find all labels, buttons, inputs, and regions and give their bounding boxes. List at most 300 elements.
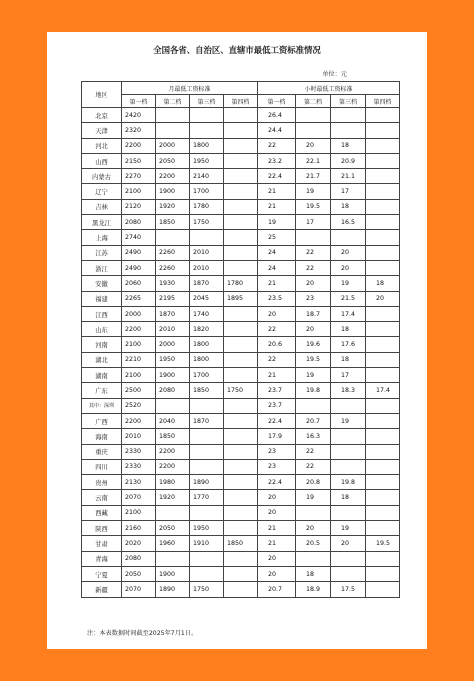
monthly-tier-2-cell: 2040 xyxy=(156,413,190,428)
table-row xyxy=(82,475,400,490)
monthly-tier-4-cell xyxy=(224,551,258,566)
footnote: 注：本表数据时间截至2025年7月1日。 xyxy=(87,630,198,637)
monthly-tier-2-cell: 1980 xyxy=(156,475,190,490)
hourly-tier-1-cell: 19 xyxy=(258,215,296,230)
hourly-tier-3-cell: 19 xyxy=(331,276,366,291)
monthly-tier-1-cell: 2200 xyxy=(122,413,156,428)
region-cell: 河南 xyxy=(82,337,122,352)
hourly-tier-4-cell xyxy=(366,123,400,138)
monthly-tier-4-cell xyxy=(224,169,258,184)
monthly-tier-1-cell: 2520 xyxy=(122,398,156,413)
monthly-tier-1-cell: 2060 xyxy=(122,276,156,291)
monthly-tier-1-cell: 2070 xyxy=(122,582,156,597)
region-cell: 北京 xyxy=(82,108,122,123)
hourly-tier-3-cell: 18 xyxy=(331,138,366,153)
monthly-tier-2-cell: 2050 xyxy=(156,153,190,168)
hourly-tier-1-cell: 23.2 xyxy=(258,153,296,168)
monthly-tier-4-cell xyxy=(224,505,258,520)
monthly-tier-3-cell xyxy=(190,123,224,138)
table-row xyxy=(82,352,400,367)
table-row xyxy=(82,291,400,306)
table-row xyxy=(82,536,400,551)
region-cell: 青海 xyxy=(82,551,122,566)
monthly-tier-1-cell: 2100 xyxy=(122,368,156,383)
hourly-tier-4-cell: 20 xyxy=(366,291,400,306)
hourly-tier-1-cell: 23 xyxy=(258,444,296,459)
region-cell: 重庆 xyxy=(82,444,122,459)
hourly-tier-2-cell: 18.9 xyxy=(296,582,331,597)
hourly-tier-1-cell: 22 xyxy=(258,352,296,367)
monthly-tier-3-cell: 1910 xyxy=(190,536,224,551)
header-monthly: 月最低工资标准 xyxy=(122,82,258,95)
monthly-tier-3-cell: 1950 xyxy=(190,521,224,536)
hourly-tier-1-cell: 22 xyxy=(258,138,296,153)
header-hourly-tier-4: 第四档 xyxy=(366,95,400,108)
unit-label: 单位：元 xyxy=(322,71,347,78)
monthly-tier-4-cell xyxy=(224,245,258,260)
region-cell: 宁夏 xyxy=(82,566,122,581)
table-row xyxy=(82,123,400,138)
hourly-tier-3-cell: 21.5 xyxy=(331,291,366,306)
monthly-tier-4-cell xyxy=(224,429,258,444)
hourly-tier-3-cell xyxy=(331,429,366,444)
hourly-tier-3-cell: 17 xyxy=(331,184,366,199)
hourly-tier-3-cell: 17.5 xyxy=(331,582,366,597)
hourly-tier-1-cell: 22 xyxy=(258,322,296,337)
region-cell: 湖北 xyxy=(82,352,122,367)
hourly-tier-4-cell xyxy=(366,260,400,275)
monthly-tier-2-cell: 2080 xyxy=(156,383,190,398)
monthly-tier-1-cell: 2130 xyxy=(122,475,156,490)
hourly-tier-4-cell xyxy=(366,215,400,230)
monthly-tier-1-cell: 2010 xyxy=(122,429,156,444)
table-row xyxy=(82,184,400,199)
region-cell: 四川 xyxy=(82,459,122,474)
monthly-tier-2-cell xyxy=(156,108,190,123)
region-cell: 海南 xyxy=(82,429,122,444)
region-cell: 广东 xyxy=(82,383,122,398)
monthly-tier-2-cell: 1960 xyxy=(156,536,190,551)
hourly-tier-4-cell xyxy=(366,429,400,444)
hourly-tier-2-cell xyxy=(296,108,331,123)
monthly-tier-3-cell: 1850 xyxy=(190,383,224,398)
region-cell: 安徽 xyxy=(82,276,122,291)
monthly-tier-2-cell: 2260 xyxy=(156,245,190,260)
monthly-tier-2-cell xyxy=(156,398,190,413)
hourly-tier-4-cell xyxy=(366,413,400,428)
table-row xyxy=(82,322,400,337)
hourly-tier-1-cell: 21 xyxy=(258,368,296,383)
hourly-tier-4-cell xyxy=(366,153,400,168)
hourly-tier-2-cell: 22.1 xyxy=(296,153,331,168)
hourly-tier-1-cell: 21 xyxy=(258,184,296,199)
hourly-tier-3-cell: 18 xyxy=(331,490,366,505)
hourly-tier-4-cell xyxy=(366,138,400,153)
hourly-tier-4-cell: 19.5 xyxy=(366,536,400,551)
monthly-tier-2-cell: 2260 xyxy=(156,260,190,275)
hourly-tier-1-cell: 24.4 xyxy=(258,123,296,138)
hourly-tier-1-cell: 21 xyxy=(258,199,296,214)
hourly-tier-4-cell xyxy=(366,169,400,184)
hourly-tier-1-cell: 23.7 xyxy=(258,383,296,398)
hourly-tier-2-cell: 20 xyxy=(296,276,331,291)
table-row xyxy=(82,199,400,214)
monthly-tier-3-cell: 1820 xyxy=(190,322,224,337)
hourly-tier-3-cell: 19 xyxy=(331,413,366,428)
header-hourly-tier-3: 第三档 xyxy=(331,95,366,108)
hourly-tier-4-cell xyxy=(366,184,400,199)
hourly-tier-4-cell xyxy=(366,582,400,597)
monthly-tier-4-cell xyxy=(224,123,258,138)
monthly-tier-2-cell: 2195 xyxy=(156,291,190,306)
hourly-tier-1-cell: 21 xyxy=(258,521,296,536)
hourly-tier-2-cell: 19.5 xyxy=(296,352,331,367)
hourly-tier-2-cell xyxy=(296,551,331,566)
monthly-tier-3-cell: 1780 xyxy=(190,199,224,214)
monthly-tier-4-cell xyxy=(224,352,258,367)
hourly-tier-1-cell: 20 xyxy=(258,490,296,505)
hourly-tier-2-cell: 20.8 xyxy=(296,475,331,490)
monthly-tier-1-cell: 2200 xyxy=(122,322,156,337)
hourly-tier-1-cell: 23.7 xyxy=(258,398,296,413)
hourly-tier-3-cell: 17 xyxy=(331,368,366,383)
table-row xyxy=(82,582,400,597)
region-cell: 福建 xyxy=(82,291,122,306)
hourly-tier-2-cell: 20 xyxy=(296,138,331,153)
hourly-tier-2-cell: 18 xyxy=(296,566,331,581)
monthly-tier-1-cell: 2050 xyxy=(122,566,156,581)
hourly-tier-2-cell: 19.5 xyxy=(296,199,331,214)
table-row xyxy=(82,566,400,581)
table-row xyxy=(82,169,400,184)
hourly-tier-3-cell xyxy=(331,444,366,459)
monthly-tier-2-cell xyxy=(156,230,190,245)
region-cell: 陕西 xyxy=(82,521,122,536)
hourly-tier-2-cell: 19 xyxy=(296,368,331,383)
monthly-tier-2-cell: 2050 xyxy=(156,521,190,536)
hourly-tier-3-cell: 20 xyxy=(331,245,366,260)
monthly-tier-2-cell: 1920 xyxy=(156,490,190,505)
hourly-tier-1-cell: 24 xyxy=(258,245,296,260)
hourly-tier-1-cell: 23.5 xyxy=(258,291,296,306)
region-cell: 黑龙江 xyxy=(82,215,122,230)
region-cell: 浙江 xyxy=(82,260,122,275)
monthly-tier-4-cell xyxy=(224,459,258,474)
monthly-tier-2-cell: 2000 xyxy=(156,138,190,153)
monthly-tier-1-cell: 2100 xyxy=(122,505,156,520)
hourly-tier-3-cell xyxy=(331,459,366,474)
hourly-tier-3-cell: 19.8 xyxy=(331,475,366,490)
hourly-tier-3-cell: 18 xyxy=(331,199,366,214)
hourly-tier-3-cell xyxy=(331,505,366,520)
monthly-tier-3-cell xyxy=(190,566,224,581)
table-row xyxy=(82,337,400,352)
monthly-tier-4-cell xyxy=(224,306,258,321)
table-row xyxy=(82,230,400,245)
monthly-tier-4-cell xyxy=(224,260,258,275)
monthly-tier-4-cell: 1850 xyxy=(224,536,258,551)
hourly-tier-3-cell: 18 xyxy=(331,322,366,337)
table-row xyxy=(82,490,400,505)
monthly-tier-3-cell: 1800 xyxy=(190,138,224,153)
hourly-tier-1-cell: 26.4 xyxy=(258,108,296,123)
monthly-tier-1-cell: 2020 xyxy=(122,536,156,551)
monthly-tier-1-cell: 2330 xyxy=(122,459,156,474)
region-cell: 上海 xyxy=(82,230,122,245)
monthly-tier-4-cell xyxy=(224,521,258,536)
table-row xyxy=(82,276,400,291)
table-row xyxy=(82,521,400,536)
hourly-tier-4-cell xyxy=(366,108,400,123)
monthly-tier-2-cell: 1930 xyxy=(156,276,190,291)
monthly-tier-4-cell xyxy=(224,184,258,199)
hourly-tier-4-cell xyxy=(366,245,400,260)
hourly-tier-2-cell: 19 xyxy=(296,184,331,199)
table-row xyxy=(82,398,400,413)
monthly-tier-1-cell: 2490 xyxy=(122,245,156,260)
hourly-tier-3-cell: 19 xyxy=(331,521,366,536)
monthly-tier-2-cell: 2200 xyxy=(156,169,190,184)
hourly-tier-1-cell: 21 xyxy=(258,276,296,291)
hourly-tier-4-cell xyxy=(366,490,400,505)
hourly-tier-3-cell xyxy=(331,551,366,566)
monthly-tier-1-cell: 2150 xyxy=(122,153,156,168)
document-page xyxy=(47,32,427,649)
hourly-tier-1-cell: 22.4 xyxy=(258,475,296,490)
hourly-tier-2-cell xyxy=(296,123,331,138)
hourly-tier-1-cell: 20 xyxy=(258,551,296,566)
hourly-tier-4-cell xyxy=(366,230,400,245)
region-cell: 其中：深圳 xyxy=(82,398,122,413)
hourly-tier-2-cell: 18.7 xyxy=(296,306,331,321)
region-cell: 内蒙古 xyxy=(82,169,122,184)
hourly-tier-4-cell: 18 xyxy=(366,276,400,291)
monthly-tier-1-cell: 2210 xyxy=(122,352,156,367)
header-hourly-tier-1: 第一档 xyxy=(258,95,296,108)
monthly-tier-2-cell xyxy=(156,505,190,520)
monthly-tier-1-cell: 2120 xyxy=(122,199,156,214)
hourly-tier-2-cell xyxy=(296,505,331,520)
hourly-tier-2-cell xyxy=(296,398,331,413)
hourly-tier-4-cell xyxy=(366,566,400,581)
monthly-tier-2-cell: 1900 xyxy=(156,566,190,581)
hourly-tier-1-cell: 20.6 xyxy=(258,337,296,352)
monthly-tier-4-cell xyxy=(224,322,258,337)
monthly-tier-3-cell: 1700 xyxy=(190,368,224,383)
hourly-tier-4-cell xyxy=(366,521,400,536)
monthly-tier-1-cell: 2200 xyxy=(122,138,156,153)
monthly-tier-4-cell xyxy=(224,398,258,413)
hourly-tier-2-cell xyxy=(296,230,331,245)
table-row xyxy=(82,260,400,275)
monthly-tier-2-cell: 2010 xyxy=(156,322,190,337)
hourly-tier-4-cell xyxy=(366,199,400,214)
monthly-tier-3-cell xyxy=(190,444,224,459)
monthly-tier-3-cell: 2045 xyxy=(190,291,224,306)
hourly-tier-2-cell: 21.7 xyxy=(296,169,331,184)
monthly-tier-3-cell xyxy=(190,505,224,520)
hourly-tier-3-cell: 20 xyxy=(331,536,366,551)
table-row xyxy=(82,306,400,321)
header-monthly-tier-3: 第三档 xyxy=(190,95,224,108)
region-cell: 山东 xyxy=(82,322,122,337)
monthly-tier-4-cell xyxy=(224,582,258,597)
hourly-tier-3-cell: 20 xyxy=(331,260,366,275)
hourly-tier-4-cell xyxy=(366,352,400,367)
header-monthly-tier-1: 第一档 xyxy=(122,95,156,108)
hourly-tier-2-cell: 20 xyxy=(296,322,331,337)
monthly-tier-2-cell: 1900 xyxy=(156,368,190,383)
monthly-tier-1-cell: 2080 xyxy=(122,215,156,230)
monthly-tier-4-cell xyxy=(224,138,258,153)
region-cell: 辽宁 xyxy=(82,184,122,199)
monthly-tier-4-cell: 1780 xyxy=(224,276,258,291)
region-cell: 云南 xyxy=(82,490,122,505)
hourly-tier-1-cell: 17.9 xyxy=(258,429,296,444)
table-row xyxy=(82,429,400,444)
header-region: 地区 xyxy=(82,82,122,108)
region-cell: 吉林 xyxy=(82,199,122,214)
hourly-tier-1-cell: 22.4 xyxy=(258,169,296,184)
table-row xyxy=(82,444,400,459)
min-wage-table xyxy=(81,81,400,598)
hourly-tier-3-cell: 17.6 xyxy=(331,337,366,352)
monthly-tier-3-cell: 2140 xyxy=(190,169,224,184)
monthly-tier-3-cell xyxy=(190,398,224,413)
monthly-tier-3-cell: 1750 xyxy=(190,215,224,230)
hourly-tier-3-cell xyxy=(331,566,366,581)
hourly-tier-4-cell: 17.4 xyxy=(366,383,400,398)
monthly-tier-1-cell: 2740 xyxy=(122,230,156,245)
monthly-tier-1-cell: 2265 xyxy=(122,291,156,306)
hourly-tier-3-cell: 18.3 xyxy=(331,383,366,398)
hourly-tier-2-cell: 20.5 xyxy=(296,536,331,551)
monthly-tier-4-cell xyxy=(224,475,258,490)
region-cell: 江西 xyxy=(82,306,122,321)
monthly-tier-2-cell: 1890 xyxy=(156,582,190,597)
monthly-tier-3-cell: 1800 xyxy=(190,337,224,352)
hourly-tier-3-cell: 21.1 xyxy=(331,169,366,184)
hourly-tier-2-cell: 16.3 xyxy=(296,429,331,444)
hourly-tier-1-cell: 22.4 xyxy=(258,413,296,428)
table-row xyxy=(82,245,400,260)
hourly-tier-2-cell: 19.6 xyxy=(296,337,331,352)
hourly-tier-2-cell: 22 xyxy=(296,444,331,459)
hourly-tier-2-cell: 17 xyxy=(296,215,331,230)
monthly-tier-2-cell: 1870 xyxy=(156,306,190,321)
table-row xyxy=(82,505,400,520)
region-cell: 贵州 xyxy=(82,475,122,490)
region-cell: 湖南 xyxy=(82,368,122,383)
monthly-tier-3-cell: 1870 xyxy=(190,413,224,428)
table-row xyxy=(82,108,400,123)
monthly-tier-3-cell xyxy=(190,551,224,566)
monthly-tier-4-cell xyxy=(224,230,258,245)
monthly-tier-2-cell: 1850 xyxy=(156,215,190,230)
hourly-tier-2-cell: 20.7 xyxy=(296,413,331,428)
hourly-tier-4-cell xyxy=(366,505,400,520)
region-cell: 甘肃 xyxy=(82,536,122,551)
table-row xyxy=(82,551,400,566)
hourly-tier-1-cell: 20 xyxy=(258,505,296,520)
hourly-tier-4-cell xyxy=(366,368,400,383)
monthly-tier-4-cell xyxy=(224,199,258,214)
header-hourly: 小时最低工资标准 xyxy=(258,82,400,95)
table-row xyxy=(82,215,400,230)
hourly-tier-4-cell xyxy=(366,475,400,490)
monthly-tier-2-cell: 1950 xyxy=(156,352,190,367)
table-row xyxy=(82,383,400,398)
monthly-tier-3-cell: 1740 xyxy=(190,306,224,321)
hourly-tier-3-cell xyxy=(331,108,366,123)
monthly-tier-2-cell xyxy=(156,123,190,138)
monthly-tier-4-cell xyxy=(224,108,258,123)
monthly-tier-1-cell: 2270 xyxy=(122,169,156,184)
hourly-tier-3-cell xyxy=(331,230,366,245)
header-hourly-tier-2: 第二档 xyxy=(296,95,331,108)
hourly-tier-4-cell xyxy=(366,398,400,413)
table-row xyxy=(82,368,400,383)
hourly-tier-1-cell: 20.7 xyxy=(258,582,296,597)
region-cell: 广西 xyxy=(82,413,122,428)
monthly-tier-1-cell: 2420 xyxy=(122,108,156,123)
hourly-tier-2-cell: 22 xyxy=(296,459,331,474)
hourly-tier-3-cell: 17.4 xyxy=(331,306,366,321)
monthly-tier-4-cell xyxy=(224,153,258,168)
table-row xyxy=(82,413,400,428)
monthly-tier-1-cell: 2500 xyxy=(122,383,156,398)
monthly-tier-3-cell: 2010 xyxy=(190,260,224,275)
table-row xyxy=(82,459,400,474)
hourly-tier-1-cell: 23 xyxy=(258,459,296,474)
monthly-tier-3-cell xyxy=(190,230,224,245)
monthly-tier-4-cell: 1895 xyxy=(224,291,258,306)
hourly-tier-4-cell xyxy=(366,459,400,474)
monthly-tier-1-cell: 2000 xyxy=(122,306,156,321)
monthly-tier-4-cell xyxy=(224,337,258,352)
monthly-tier-2-cell: 1900 xyxy=(156,184,190,199)
monthly-tier-3-cell: 1870 xyxy=(190,276,224,291)
monthly-tier-4-cell xyxy=(224,368,258,383)
monthly-tier-3-cell: 1800 xyxy=(190,352,224,367)
region-cell: 天津 xyxy=(82,123,122,138)
hourly-tier-3-cell: 20.9 xyxy=(331,153,366,168)
monthly-tier-4-cell xyxy=(224,490,258,505)
monthly-tier-1-cell: 2100 xyxy=(122,337,156,352)
monthly-tier-1-cell: 2070 xyxy=(122,490,156,505)
hourly-tier-3-cell xyxy=(331,123,366,138)
monthly-tier-1-cell: 2100 xyxy=(122,184,156,199)
monthly-tier-2-cell: 2200 xyxy=(156,444,190,459)
monthly-tier-2-cell: 2200 xyxy=(156,459,190,474)
monthly-tier-3-cell: 1890 xyxy=(190,475,224,490)
monthly-tier-3-cell xyxy=(190,429,224,444)
monthly-tier-1-cell: 2080 xyxy=(122,551,156,566)
hourly-tier-2-cell: 23 xyxy=(296,291,331,306)
hourly-tier-4-cell xyxy=(366,337,400,352)
monthly-tier-3-cell xyxy=(190,459,224,474)
region-cell: 西藏 xyxy=(82,505,122,520)
monthly-tier-1-cell: 2160 xyxy=(122,521,156,536)
hourly-tier-2-cell: 19.8 xyxy=(296,383,331,398)
monthly-tier-1-cell: 2490 xyxy=(122,260,156,275)
monthly-tier-2-cell: 1850 xyxy=(156,429,190,444)
hourly-tier-1-cell: 21 xyxy=(258,536,296,551)
hourly-tier-3-cell: 16.5 xyxy=(331,215,366,230)
hourly-tier-2-cell: 19 xyxy=(296,490,331,505)
region-cell: 山西 xyxy=(82,153,122,168)
monthly-tier-4-cell: 1750 xyxy=(224,383,258,398)
